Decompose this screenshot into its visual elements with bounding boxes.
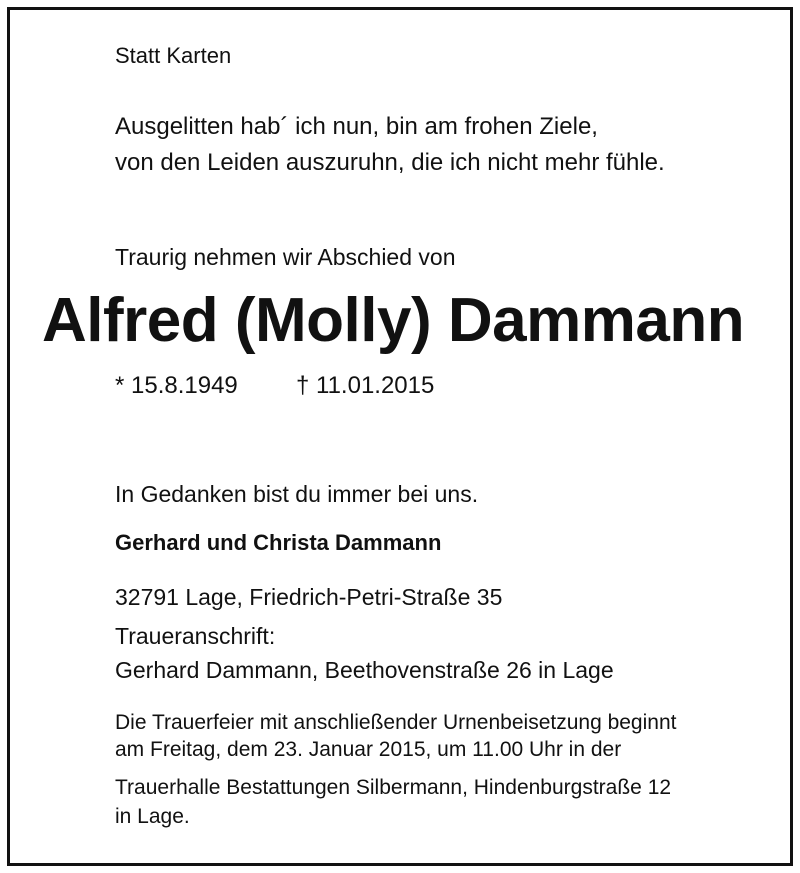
death-date: † 11.01.2015 <box>296 372 435 399</box>
deceased-name: Alfred (Molly) Dammann <box>42 286 745 355</box>
ceremony-line-4: in Lage. <box>115 805 190 828</box>
ceremony-line-1: Die Trauerfeier mit anschließender Urnenbeisetzung beginnt <box>115 711 677 734</box>
header-statt-karten: Statt Karten <box>115 43 232 68</box>
mourning-address-label: Traueranschrift: <box>115 623 276 649</box>
mourners-names: Gerhard und Christa Dammann <box>115 530 442 555</box>
verse-line-1: Ausgelitten hab´ ich nun, bin am frohen Ziele, <box>115 113 598 140</box>
remembrance-line: In Gedanken bist du immer bei uns. <box>115 481 479 507</box>
ceremony-line-3: Trauerhalle Bestattungen Silbermann, Hindenburgstraße 12 <box>115 776 672 799</box>
family-address: 32791 Lage, Friedrich-Petri-Straße 35 <box>115 584 503 610</box>
birth-date: * 15.8.1949 <box>115 372 238 399</box>
verse-line-2: von den Leiden auszuruhn, die ich nicht mehr fühle. <box>115 149 665 176</box>
mourning-address: Gerhard Dammann, Beethovenstraße 26 in Lage <box>115 657 614 683</box>
farewell-intro: Traurig nehmen wir Abschied von <box>115 244 456 270</box>
ceremony-line-2: am Freitag, dem 23. Januar 2015, um 11.00 Uhr in der <box>115 738 622 761</box>
